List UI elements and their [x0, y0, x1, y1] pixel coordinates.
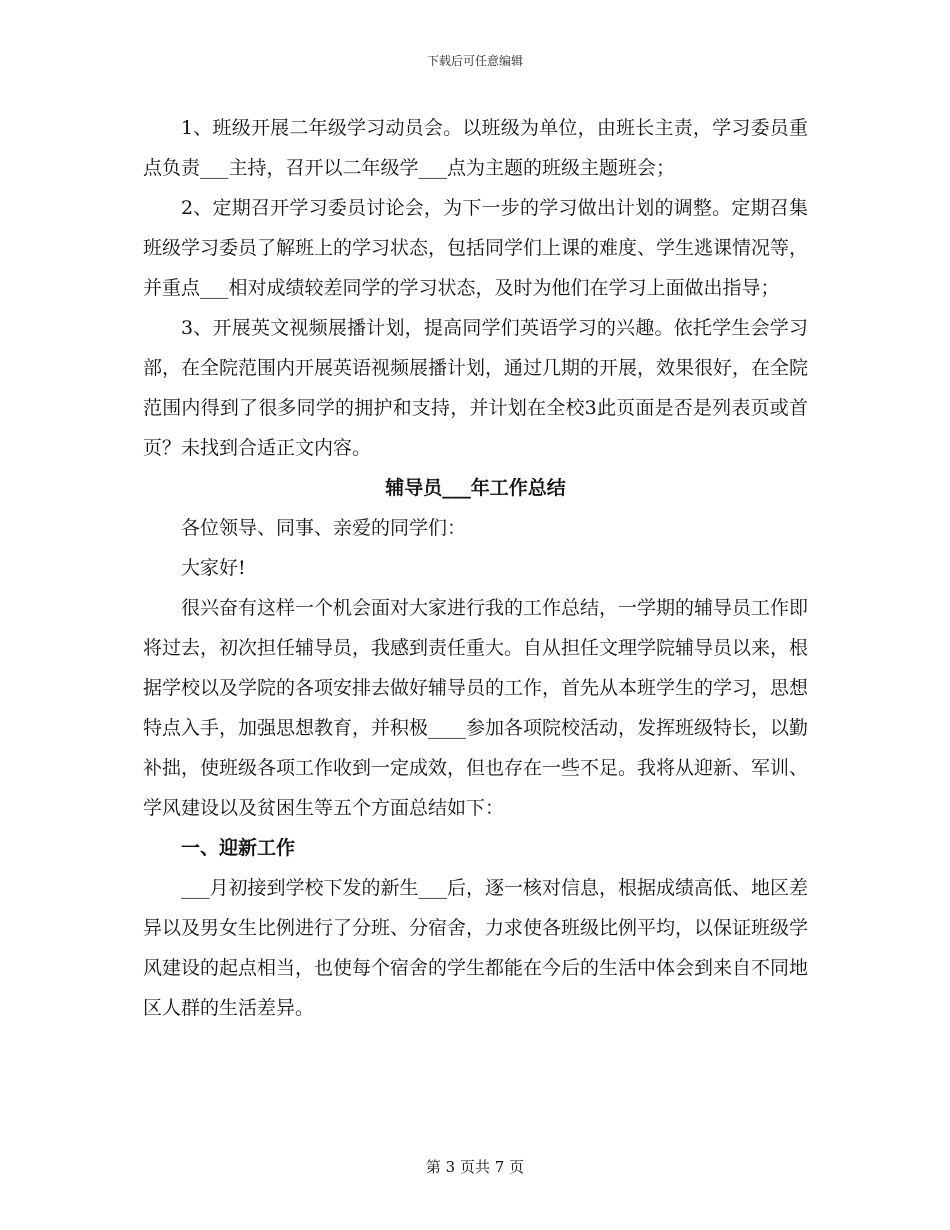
page-number: 第 3 页共 7 页: [425, 1158, 525, 1176]
document-title: 辅导员___年工作总结: [385, 477, 566, 499]
intro-paragraph: 很兴奋有这样一个机会面对大家进行我的工作总结，一学期的辅导员工作即将过去，初次担任辅导员，我感到责任重大。自从担任文理学院辅导员以来，根据学校以及学院的各项安排去做好辅导员的工作，首先从本班学生的学习，思想特点入手，加强思想教育，并积极____参加各项院校活动，发挥班级特长，以勤补拙，使班级各项工作收到一定成效，但也存在一些不足。我将从迎新、军训、学风建设以及贫困生等五个方面总结如下：: [143, 597, 809, 819]
paragraph-item-3: 3、开展英文视频展播计划，提高同学们英语学习的兴趣。依托学生会学习部，在全院范围内开展英语视频展播计划，通过几期的开展，效果很好，在全院范围内得到了很多同学的拥护和支持，并计划在全校3此页面是否是列表页或首页？未找到合适正文内容。: [143, 317, 809, 459]
greeting: 各位领导、同事、亲爱的同学们：: [181, 517, 467, 539]
section-paragraph: ___月初接到学校下发的新生___后，逐一核对信息，根据成绩高低、地区差异以及男女生比例进行了分班、分宿舍，力求使各班级比例平均，以保证班级学风建设的起点相当，也使每个宿舍的学生都能在今后的生活中体会到来自不同地区人群的生活差异。: [143, 877, 809, 1019]
paragraph-item-1: 1、班级开展二年级学习动员会。以班级为单位，由班长主责，学习委员重点负责___主持，召开以二年级学___点为主题的班级主题班会；: [143, 117, 808, 179]
document-body: [143, 108, 808, 1028]
section-heading: 一、迎新工作: [181, 837, 296, 859]
paragraph-item-2: 2、定期召开学习委员讨论会，为下一步的学习做出计划的调整。定期召集班级学习委员了解班上的学习状态，包括同学们上课的难度、学生逃课情况等，并重点___相对成绩较差同学的学习状态，及时为他们在学习上面做出指导；: [143, 197, 809, 299]
page-header: 下载后可任意编辑: [426, 54, 523, 68]
hello-line: 大家好!: [181, 557, 246, 579]
